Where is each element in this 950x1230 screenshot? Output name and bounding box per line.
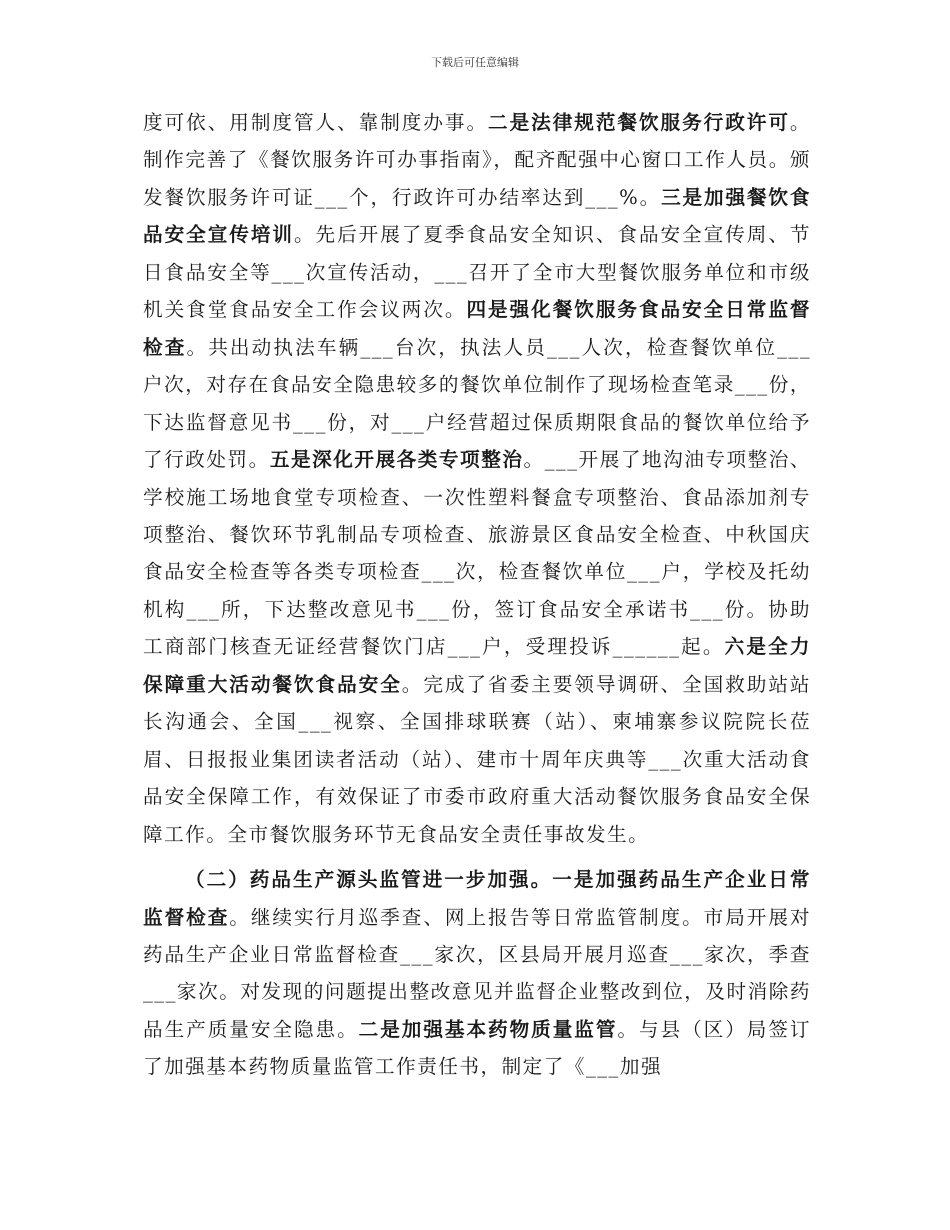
page-header: 下载后可任意编辑 bbox=[431, 56, 519, 69]
bold-heading: 六是全力保障重大活动餐饮食品安全 bbox=[143, 635, 812, 696]
text-segment: 。完成了省委主要领导调研、全国救助站站长沟通会、全国___视察、全国排球联赛（站）、柬埔寨参议院院长莅眉、日报报业集团读者活动（站）、建市十周年庆典等___次重大活动食品安全保障工作，有效保证了市委市政府重大活动餐饮服务食品安全保障工作。全市餐饮服务环节无食品安全责任事故发生。 bbox=[143, 672, 812, 846]
paragraph bbox=[143, 861, 811, 1086]
bold-heading: 五是深化开展各类专项整治 bbox=[269, 448, 524, 472]
document-body bbox=[143, 104, 811, 1086]
text-segment: 。先后开展了夏季食品安全知识、食品安全宣传周、节日食品安全等___次宣传活动，___召开了全市大型餐饮服务单位和市级机关食堂食品安全工作会议两次。 bbox=[143, 223, 812, 322]
section-heading: （二）药品生产源头监管进一步加强。 bbox=[185, 868, 553, 892]
text-segment: 。与县（区）局签订了加强基本药物质量监管工作责任书，制定了《___加强 bbox=[143, 1017, 812, 1079]
bold-heading: 三是加强餐饮食品安全宣传培训 bbox=[143, 185, 811, 247]
text-segment: 。制作完善了《餐饮服务许可办事指南》，配齐配强中心窗口工作人员。颁发餐饮服务许可证___个，行政许可办结率达到___%。 bbox=[143, 111, 812, 209]
text-segment: 。继续实行月巡季查、网上报告等日常监管制度。市局开展对药品生产企业日常监督检查___家次，区县局开展月巡查___家次，季查___家次。对发现的问题提出整改意见并监督企业整改到位，及时消除药品生产质量安全隐患。 bbox=[143, 905, 812, 1041]
bold-heading: 二是法律规范餐饮服务行政许可 bbox=[488, 111, 790, 134]
text-segment: 。共出动执法车辆___台次，执法人员___人次，检查餐饮单位___户次，对存在食品安全隐患较多的餐饮单位制作了现场检查笔录___份，下达监督意见书___份，对___户经营超过保质期限食品的餐饮单位给予了行政处罚。 bbox=[143, 335, 812, 472]
paragraph bbox=[143, 104, 811, 853]
text-segment: 度可依、用制度管人、靠制度办事。 bbox=[143, 111, 489, 134]
bold-heading: 四是强化餐饮服务食品安全日常监督检查 bbox=[143, 298, 811, 359]
bold-heading: 二是加强基本药物质量监管 bbox=[358, 1017, 618, 1041]
text-segment: 。___开展了地沟油专项整治、学校施工场地食堂专项检查、一次性塑料餐盒专项整治、食品添加剂专项整治、餐饮环节乳制品专项检查、旅游景区食品安全检查、中秋国庆食品安全检查等各类专项检查___次，检查餐饮单位___户，学校及托幼机构___所，下达整改意见书___份，签订食品安全承诺书___份。协助工商部门核查无证经营餐饮门店___户，受理投诉______起。 bbox=[143, 448, 812, 659]
bold-heading: 一是加强药品生产企业日常监督检查 bbox=[143, 868, 812, 929]
